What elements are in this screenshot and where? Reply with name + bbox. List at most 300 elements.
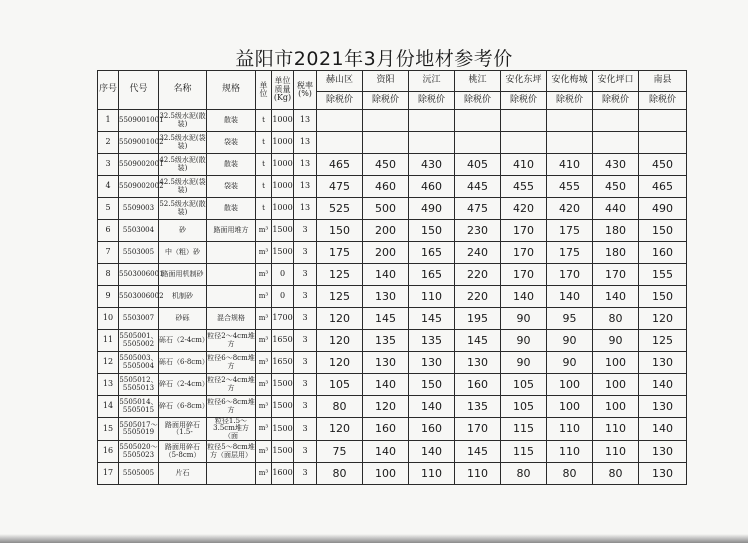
unit-weight: 1650 <box>272 330 294 352</box>
header-price-type: 除税价 <box>639 92 687 110</box>
price-cell: 105 <box>501 396 547 418</box>
material-unit: t <box>256 198 272 220</box>
material-spec: 粒径5～8cm堆方（面层用） <box>207 441 256 463</box>
table-body <box>98 110 687 485</box>
row-number: 7 <box>98 242 119 264</box>
tax-rate: 13 <box>294 154 317 176</box>
header-unit: 单位 <box>256 71 272 110</box>
table-row <box>98 110 687 132</box>
header-name: 名称 <box>159 71 207 110</box>
price-cell: 110 <box>455 463 501 485</box>
price-cell: 130 <box>363 352 409 374</box>
price-cell: 420 <box>501 198 547 220</box>
price-cell: 165 <box>409 242 455 264</box>
price-cell: 80 <box>547 463 593 485</box>
unit-weight: 1500 <box>272 220 294 242</box>
price-cell: 525 <box>317 198 363 220</box>
price-cell: 130 <box>639 463 687 485</box>
material-unit: m³ <box>256 242 272 264</box>
table-row <box>98 396 687 418</box>
material-unit: m³ <box>256 374 272 396</box>
price-cell: 165 <box>409 264 455 286</box>
material-spec: 袋装 <box>207 176 256 198</box>
tax-rate: 13 <box>294 110 317 132</box>
material-unit: m³ <box>256 330 272 352</box>
price-cell: 460 <box>363 176 409 198</box>
unit-weight: 1000 <box>272 154 294 176</box>
table-row <box>98 154 687 176</box>
material-code: 5505001、5505002 <box>119 330 159 352</box>
price-cell: 135 <box>409 330 455 352</box>
tax-rate: 3 <box>294 418 317 441</box>
price-cell: 125 <box>639 330 687 352</box>
price-cell: 120 <box>639 308 687 330</box>
price-cell: 220 <box>455 286 501 308</box>
price-cell: 200 <box>363 220 409 242</box>
material-code: 5505014、5505015 <box>119 396 159 418</box>
row-number: 12 <box>98 352 119 374</box>
material-code: 5505012、5505013 <box>119 374 159 396</box>
row-number: 6 <box>98 220 119 242</box>
material-spec: 散装 <box>207 110 256 132</box>
price-cell: 125 <box>317 286 363 308</box>
table-row <box>98 463 687 485</box>
header-region: 桃江 <box>455 71 501 92</box>
price-cell: 475 <box>455 198 501 220</box>
price-cell: 450 <box>363 154 409 176</box>
table-row <box>98 286 687 308</box>
table-row <box>98 176 687 198</box>
price-cell: 90 <box>547 352 593 374</box>
material-code: 5505017～5505019 <box>119 418 159 441</box>
price-cell: 130 <box>455 352 501 374</box>
price-cell: 100 <box>547 374 593 396</box>
price-cell: 100 <box>547 396 593 418</box>
material-unit: m³ <box>256 264 272 286</box>
price-cell: 430 <box>593 154 639 176</box>
material-spec <box>207 264 256 286</box>
material-spec: 粒径2～4cm堆方 <box>207 330 256 352</box>
price-cell: 145 <box>455 441 501 463</box>
tax-rate: 3 <box>294 220 317 242</box>
price-cell: 120 <box>363 396 409 418</box>
price-cell: 100 <box>593 352 639 374</box>
unit-weight: 1500 <box>272 441 294 463</box>
price-cell: 130 <box>639 352 687 374</box>
price-cell <box>455 110 501 132</box>
material-name: 42.5级水泥(散装) <box>159 154 207 176</box>
unit-weight: 1000 <box>272 132 294 154</box>
price-cell: 80 <box>501 463 547 485</box>
tax-rate: 3 <box>294 352 317 374</box>
table-row <box>98 220 687 242</box>
material-code: 5503006001 <box>119 264 159 286</box>
header-price-type: 除税价 <box>363 92 409 110</box>
tax-rate: 3 <box>294 330 317 352</box>
header-price-type: 除税价 <box>593 92 639 110</box>
material-unit: m³ <box>256 308 272 330</box>
price-cell: 110 <box>547 418 593 441</box>
material-name: 32.5级水泥(袋装) <box>159 132 207 154</box>
price-cell: 180 <box>593 220 639 242</box>
header-price-type: 除税价 <box>409 92 455 110</box>
material-unit: t <box>256 132 272 154</box>
material-name: 32.5级水泥(散装) <box>159 110 207 132</box>
table-row <box>98 418 687 441</box>
price-cell: 90 <box>501 330 547 352</box>
material-code: 5509003 <box>119 198 159 220</box>
material-spec: 混合规格 <box>207 308 256 330</box>
row-number: 4 <box>98 176 119 198</box>
header-code: 代号 <box>119 71 159 110</box>
price-cell: 110 <box>593 441 639 463</box>
material-spec: 袋装 <box>207 132 256 154</box>
material-unit: m³ <box>256 220 272 242</box>
tax-rate: 13 <box>294 176 317 198</box>
unit-weight: 1500 <box>272 418 294 441</box>
price-cell <box>409 132 455 154</box>
row-number: 16 <box>98 441 119 463</box>
unit-weight: 1700 <box>272 308 294 330</box>
price-cell <box>547 110 593 132</box>
header-weight: 单位质量(Kg) <box>272 71 294 110</box>
price-cell: 170 <box>501 220 547 242</box>
material-name: 片石 <box>159 463 207 485</box>
price-cell: 80 <box>593 308 639 330</box>
price-cell: 140 <box>363 441 409 463</box>
material-spec <box>207 463 256 485</box>
price-cell: 130 <box>363 286 409 308</box>
table-row <box>98 198 687 220</box>
price-cell: 180 <box>593 242 639 264</box>
price-cell: 80 <box>593 463 639 485</box>
table-row <box>98 352 687 374</box>
price-cell: 465 <box>317 154 363 176</box>
price-cell: 100 <box>593 396 639 418</box>
tax-rate: 3 <box>294 396 317 418</box>
price-cell: 170 <box>501 264 547 286</box>
unit-weight: 1000 <box>272 110 294 132</box>
material-spec <box>207 286 256 308</box>
unit-weight: 1500 <box>272 396 294 418</box>
header-region: 资阳 <box>363 71 409 92</box>
material-name: 路面用机制砂 <box>159 264 207 286</box>
material-name: 52.5级水泥(散装) <box>159 198 207 220</box>
material-code: 5509002001 <box>119 154 159 176</box>
unit-weight: 1000 <box>272 176 294 198</box>
row-number: 8 <box>98 264 119 286</box>
material-code: 5503004 <box>119 220 159 242</box>
material-code: 5503006002 <box>119 286 159 308</box>
price-cell: 230 <box>455 220 501 242</box>
material-unit: t <box>256 176 272 198</box>
material-name: 砂 <box>159 220 207 242</box>
price-cell: 140 <box>639 418 687 441</box>
price-cell: 490 <box>639 198 687 220</box>
price-cell: 125 <box>317 264 363 286</box>
material-spec: 散装 <box>207 198 256 220</box>
price-cell: 175 <box>547 220 593 242</box>
price-cell <box>501 110 547 132</box>
price-cell: 410 <box>501 154 547 176</box>
price-cell: 140 <box>639 374 687 396</box>
price-cell: 445 <box>455 176 501 198</box>
price-cell: 460 <box>409 176 455 198</box>
material-unit: m³ <box>256 286 272 308</box>
price-cell: 220 <box>455 264 501 286</box>
price-cell: 130 <box>639 396 687 418</box>
table-row <box>98 374 687 396</box>
price-cell: 90 <box>501 308 547 330</box>
price-cell: 160 <box>639 242 687 264</box>
header-region: 安化坪口 <box>593 71 639 92</box>
header-region: 沅江 <box>409 71 455 92</box>
row-number: 5 <box>98 198 119 220</box>
price-cell: 120 <box>317 330 363 352</box>
material-unit: m³ <box>256 396 272 418</box>
row-number: 13 <box>98 374 119 396</box>
price-cell: 475 <box>317 176 363 198</box>
price-cell: 110 <box>409 286 455 308</box>
material-name: 路面用碎石（5-8cm） <box>159 441 207 463</box>
tax-rate: 3 <box>294 264 317 286</box>
price-cell: 140 <box>363 374 409 396</box>
price-cell: 150 <box>639 220 687 242</box>
price-cell: 405 <box>455 154 501 176</box>
price-cell: 150 <box>317 220 363 242</box>
price-cell: 75 <box>317 441 363 463</box>
price-cell <box>547 132 593 154</box>
price-cell: 110 <box>547 441 593 463</box>
price-cell: 170 <box>501 242 547 264</box>
price-cell: 160 <box>363 418 409 441</box>
tax-rate: 13 <box>294 198 317 220</box>
header-tax: 税率(%) <box>294 71 317 110</box>
tax-rate: 3 <box>294 308 317 330</box>
material-code: 5509001002 <box>119 132 159 154</box>
material-unit: t <box>256 154 272 176</box>
price-cell: 140 <box>593 286 639 308</box>
material-name: 砂砾 <box>159 308 207 330</box>
material-name: 砾石（6-8cm） <box>159 352 207 374</box>
unit-weight: 1600 <box>272 463 294 485</box>
price-cell: 140 <box>547 286 593 308</box>
tax-rate: 13 <box>294 132 317 154</box>
price-cell: 170 <box>547 264 593 286</box>
price-cell: 175 <box>547 242 593 264</box>
price-cell: 150 <box>409 374 455 396</box>
material-name: 机制砂 <box>159 286 207 308</box>
row-number: 15 <box>98 418 119 441</box>
price-cell: 80 <box>317 463 363 485</box>
material-spec: 粒径6～8cm堆方 <box>207 352 256 374</box>
table-row <box>98 441 687 463</box>
header-price-type: 除税价 <box>455 92 501 110</box>
unit-weight: 1650 <box>272 352 294 374</box>
unit-weight: 0 <box>272 286 294 308</box>
price-cell <box>363 132 409 154</box>
price-cell: 115 <box>501 418 547 441</box>
header-price-type: 除税价 <box>547 92 593 110</box>
material-name: 中（粗）砂 <box>159 242 207 264</box>
price-cell: 410 <box>547 154 593 176</box>
price-cell <box>317 132 363 154</box>
price-cell: 130 <box>639 441 687 463</box>
page-title: 益阳市2021年3月份地材参考价 <box>235 48 513 70</box>
row-number: 2 <box>98 132 119 154</box>
price-cell <box>593 110 639 132</box>
price-cell: 155 <box>639 264 687 286</box>
price-cell: 175 <box>317 242 363 264</box>
scan-edge-shadow <box>0 534 748 543</box>
price-cell: 140 <box>501 286 547 308</box>
price-cell: 135 <box>455 396 501 418</box>
price-cell: 140 <box>409 441 455 463</box>
material-unit: m³ <box>256 352 272 374</box>
material-name: 路面用碎石（1.5- <box>159 418 207 441</box>
price-cell <box>363 110 409 132</box>
price-cell: 115 <box>501 441 547 463</box>
price-cell: 130 <box>409 352 455 374</box>
price-cell: 95 <box>547 308 593 330</box>
price-cell: 120 <box>317 352 363 374</box>
material-code: 5509002002 <box>119 176 159 198</box>
price-cell: 105 <box>317 374 363 396</box>
price-cell: 465 <box>639 176 687 198</box>
tax-rate: 3 <box>294 463 317 485</box>
price-cell: 145 <box>363 308 409 330</box>
table-row <box>98 132 687 154</box>
material-spec <box>207 242 256 264</box>
material-name: 碎石（6-8cm） <box>159 396 207 418</box>
price-cell: 135 <box>363 330 409 352</box>
price-cell <box>593 132 639 154</box>
row-number: 1 <box>98 110 119 132</box>
material-spec: 散装 <box>207 154 256 176</box>
header-region: 南县 <box>639 71 687 92</box>
price-cell <box>639 110 687 132</box>
material-name: 砾石（2-4cm） <box>159 330 207 352</box>
material-spec: 粒径1.5～3.5cm堆方（面 <box>207 418 256 441</box>
price-cell <box>639 132 687 154</box>
price-cell: 140 <box>363 264 409 286</box>
material-unit: m³ <box>256 418 272 441</box>
tax-rate: 3 <box>294 242 317 264</box>
price-cell: 420 <box>547 198 593 220</box>
header-region: 安化东坪 <box>501 71 547 92</box>
material-name: 42.5级水泥(袋装) <box>159 176 207 198</box>
unit-weight: 1000 <box>272 198 294 220</box>
price-cell <box>317 110 363 132</box>
material-code: 5505005 <box>119 463 159 485</box>
price-cell: 490 <box>409 198 455 220</box>
material-unit: t <box>256 110 272 132</box>
header-region: 安化梅城 <box>547 71 593 92</box>
material-spec: 粒径2～4cm堆方 <box>207 374 256 396</box>
price-cell: 160 <box>409 418 455 441</box>
price-cell: 170 <box>455 418 501 441</box>
material-name: 碎石（2-4cm） <box>159 374 207 396</box>
table-row <box>98 330 687 352</box>
price-cell: 160 <box>455 374 501 396</box>
price-cell <box>409 110 455 132</box>
table-header <box>98 71 687 110</box>
material-unit: m³ <box>256 463 272 485</box>
table-row <box>98 308 687 330</box>
price-cell: 170 <box>593 264 639 286</box>
price-cell: 90 <box>593 330 639 352</box>
row-number: 14 <box>98 396 119 418</box>
row-number: 9 <box>98 286 119 308</box>
price-cell: 450 <box>593 176 639 198</box>
price-cell: 455 <box>547 176 593 198</box>
price-cell: 110 <box>409 463 455 485</box>
price-cell: 90 <box>547 330 593 352</box>
material-code: 5509001001 <box>119 110 159 132</box>
material-unit: m³ <box>256 441 272 463</box>
price-cell: 80 <box>317 396 363 418</box>
price-cell: 145 <box>409 308 455 330</box>
row-number: 17 <box>98 463 119 485</box>
price-cell: 440 <box>593 198 639 220</box>
tax-rate: 3 <box>294 441 317 463</box>
row-number: 3 <box>98 154 119 176</box>
unit-weight: 1500 <box>272 374 294 396</box>
price-cell: 240 <box>455 242 501 264</box>
price-cell <box>501 132 547 154</box>
material-spec: 路面用堆方 <box>207 220 256 242</box>
header-spec: 规格 <box>207 71 256 110</box>
price-cell <box>455 132 501 154</box>
price-cell: 455 <box>501 176 547 198</box>
material-spec: 粒径6～8cm堆方 <box>207 396 256 418</box>
tax-rate: 3 <box>294 374 317 396</box>
price-cell: 150 <box>639 286 687 308</box>
tax-rate: 3 <box>294 286 317 308</box>
price-cell: 90 <box>501 352 547 374</box>
header-region: 赫山区 <box>317 71 363 92</box>
material-code: 5503005 <box>119 242 159 264</box>
header-price-type: 除税价 <box>501 92 547 110</box>
price-cell: 140 <box>409 396 455 418</box>
price-cell: 100 <box>593 374 639 396</box>
row-number: 10 <box>98 308 119 330</box>
material-code: 5505003、5505004 <box>119 352 159 374</box>
price-cell: 100 <box>363 463 409 485</box>
price-cell: 120 <box>317 308 363 330</box>
header-price-type: 除税价 <box>317 92 363 110</box>
price-cell: 200 <box>363 242 409 264</box>
price-cell: 105 <box>501 374 547 396</box>
row-number: 11 <box>98 330 119 352</box>
price-table <box>97 70 687 485</box>
material-code: 5505020～5505023 <box>119 441 159 463</box>
table-row <box>98 264 687 286</box>
material-code: 5503007 <box>119 308 159 330</box>
price-cell: 430 <box>409 154 455 176</box>
price-cell: 110 <box>593 418 639 441</box>
price-cell: 195 <box>455 308 501 330</box>
price-cell: 145 <box>455 330 501 352</box>
unit-weight: 1500 <box>272 242 294 264</box>
price-cell: 120 <box>317 418 363 441</box>
header-no: 序号 <box>98 71 119 110</box>
price-cell: 150 <box>409 220 455 242</box>
table-row <box>98 242 687 264</box>
price-cell: 500 <box>363 198 409 220</box>
price-cell: 450 <box>639 154 687 176</box>
unit-weight: 0 <box>272 264 294 286</box>
